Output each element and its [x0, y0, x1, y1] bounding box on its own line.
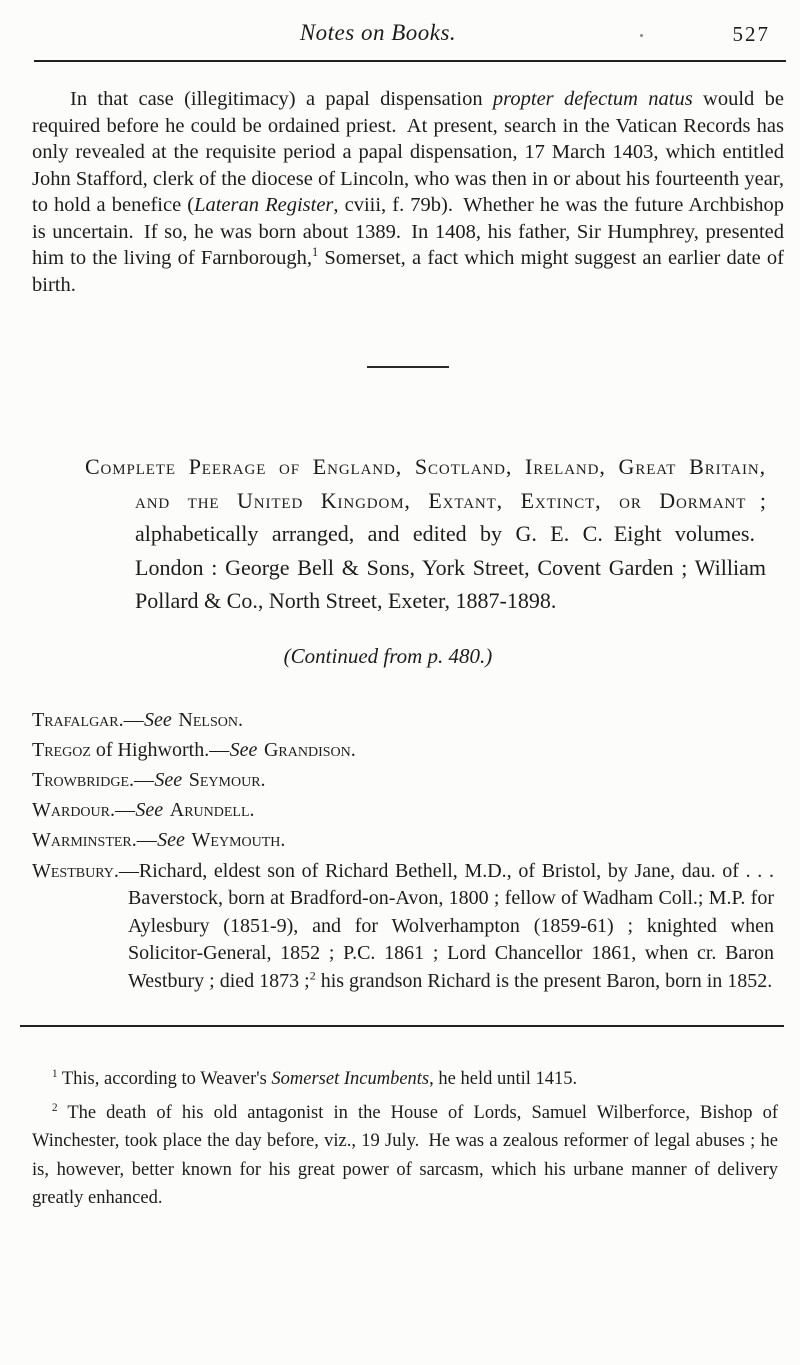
footnote-marker-1: 1 — [52, 1067, 58, 1080]
cross-reference-entry — [32, 795, 784, 825]
intro-paragraph — [32, 86, 784, 298]
running-head — [32, 16, 784, 50]
page-number: 527 — [732, 22, 770, 46]
footnote-1 — [32, 1065, 778, 1094]
cross-reference-entry — [32, 825, 784, 855]
text-run: Somerset, a fact which might suggest an earlier date of birth. — [32, 247, 784, 296]
entry-qualifier: of Highworth — [90, 738, 205, 761]
entry-reference: Grandison. — [263, 738, 356, 761]
entry-reference: Weymouth. — [191, 828, 286, 851]
text-run: would be required before he could be ordained priest. At present, search in the Vatican Records has only revealed at the requisite period a papal dispensation, 17 March 1403, which entitled John Stafford, clerk of the diocese of Lincoln, who was then in or about his fourteenth year, to hold a benefice ( — [32, 88, 784, 216]
entry-reference: Arundell. — [169, 798, 255, 821]
italic-run: Lateran Register — [194, 194, 334, 216]
see-label: See — [144, 708, 172, 731]
cross-reference-entry — [32, 765, 784, 795]
entry-term: Tregoz — [32, 738, 91, 761]
footnote-ref-1: 1 — [311, 245, 319, 260]
entry-term: Trafalgar — [32, 708, 119, 731]
entry-dash: .— — [113, 859, 139, 882]
entry-term: Westbury — [32, 859, 114, 882]
text-run: , he held until 1415. — [429, 1069, 578, 1089]
text-run: In that case (illegitimacy) a papal dispensation — [70, 88, 493, 110]
text-run: , cviii, f. 79b). Whether he was the future Archbishop is uncertain. If so, he was born about 1389. In 1408, his father, Sir Humphrey, presented him to the living of Farnborough, — [32, 194, 784, 269]
see-label: See — [157, 828, 185, 851]
text-run: The death of his old antagonist in the House of Lords, Samuel Wilberforce, Bishop of Winchester, took place the day before, viz., 19 July. He was a zealous reformer of legal abuses ; he is, however, better known for his great power of sarcasm, which his urbane manner of delivery greatly enhanced. — [32, 1102, 778, 1208]
continued-from-note: (Continued from p. 480.) — [283, 643, 493, 668]
entry-reference: Seymour. — [188, 768, 266, 791]
book-title-rest: ; alphabetically arranged, and edited by G. E. C. Eight volumes. London : George Bell & Sons, York Street, Covent Garden ; William Pollard & Co., North Street, Exeter, 1887-1898. — [135, 487, 766, 613]
footnote-2 — [32, 1099, 778, 1213]
cross-reference-entry — [32, 735, 784, 765]
entry-dash: .— — [131, 828, 157, 851]
footnote-ref-2: 2 — [309, 967, 316, 982]
entry-term: Wardour — [32, 798, 110, 821]
book-title-heading — [85, 450, 766, 618]
italic-run: Somerset Incumbents — [271, 1069, 430, 1089]
westbury-entry — [32, 858, 774, 996]
entry-dash: .— — [204, 738, 230, 761]
book-title-smallcaps: Complete Peerage of England, Scotland, Ireland, Great Britain, and the United Kingdom, Extant, Extinct, or Dormant — [85, 454, 766, 513]
see-label: See — [135, 798, 164, 821]
footnote-marker-2: 2 — [52, 1101, 58, 1114]
entry-dash: .— — [118, 708, 144, 731]
text-run: Richard, eldest son of Richard Bethell, M.D., of Bristol, by Jane, dau. of . . . Baverstock, born at Bradford-on-Avon, 1800 ; fellow of Wadham Coll.; M.P. for Aylesbury (1851-9), and for Wolverhampton (1859-61) ; knighted when Solicitor-General, 1852 ; P.C. 1861 ; Lord Chancellor 1861, when cr. Baron Westbury ; died 1873 ; — [128, 859, 774, 992]
see-label: See — [154, 768, 183, 791]
cross-reference-list — [32, 705, 784, 855]
footnote-rule — [20, 1025, 784, 1027]
header-rule — [34, 60, 786, 62]
section-divider — [367, 366, 449, 368]
entry-reference: Nelson. — [178, 708, 243, 731]
page-title: Notes on Books. — [299, 20, 457, 45]
entry-dash: .— — [110, 798, 135, 821]
see-label: See — [229, 738, 258, 761]
entry-term: Trowbridge — [32, 768, 129, 791]
italic-run: propter defectum natus — [492, 88, 693, 110]
text-run: This, according to Weaver's — [57, 1069, 272, 1089]
entry-dash: .— — [129, 768, 154, 791]
entry-term: Warminster — [32, 828, 132, 851]
text-run: his grandson Richard is the present Baron, born in 1852. — [315, 969, 773, 992]
scan-speck — [640, 34, 643, 37]
cross-reference-entry — [32, 705, 784, 735]
